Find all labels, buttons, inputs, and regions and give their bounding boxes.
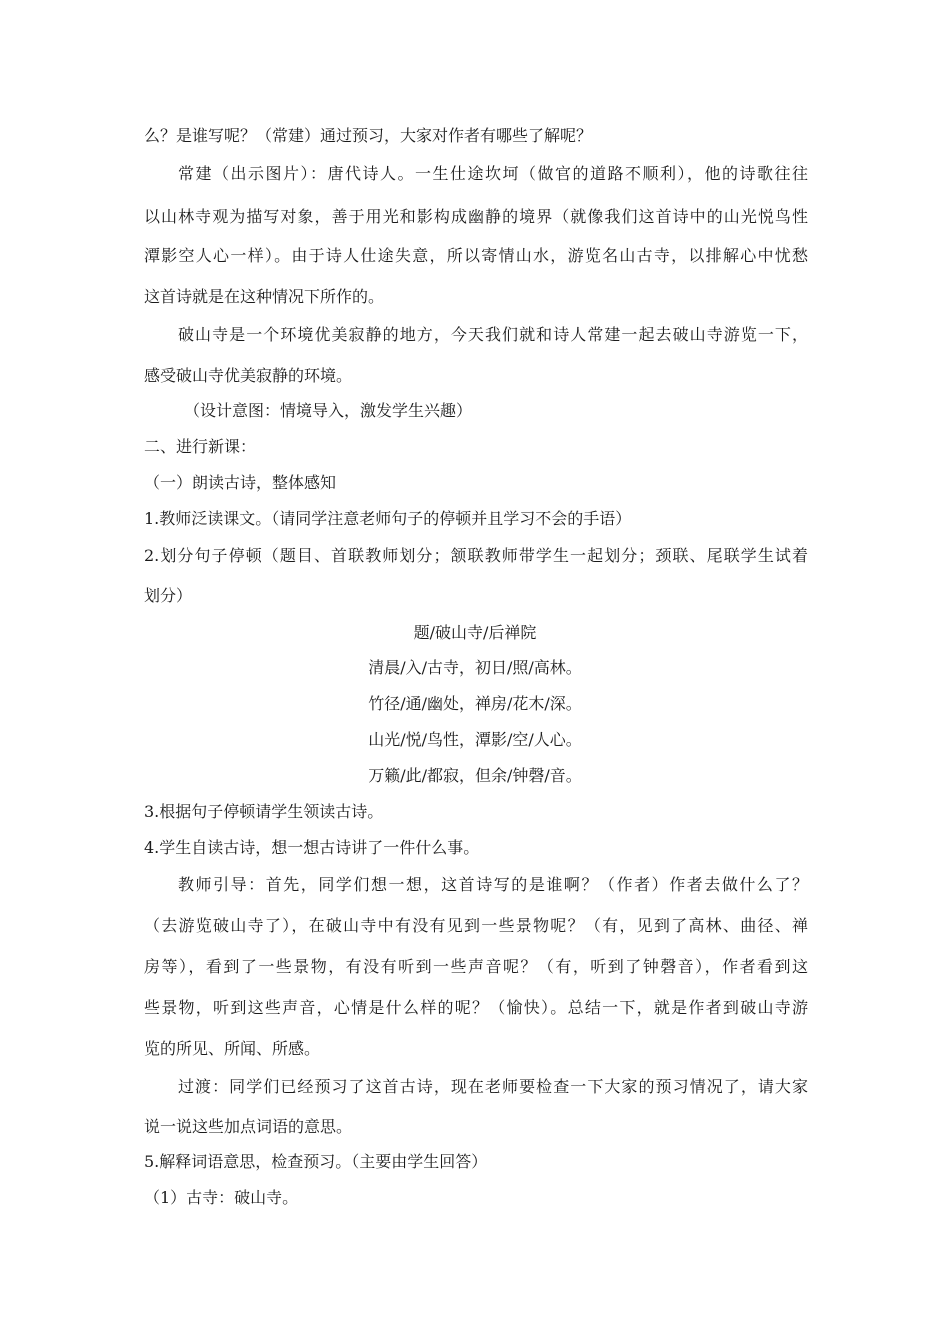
list-item: （1）古寺：破山寺。 — [144, 1188, 299, 1207]
paragraph-line: 些景物，听到这些声音，心情是什么样的呢？（愉快）。总结一下，就是作者到破山寺游 — [144, 998, 808, 1017]
paragraph-line: 说一说这些加点词语的意思。 — [144, 1117, 353, 1136]
poem-line: 山光/悦/鸟性，潭影/空/人心。 — [368, 730, 582, 749]
list-item: 4.学生自读古诗，想一想古诗讲了一件什么事。 — [144, 838, 480, 857]
paragraph-line: 破山寺是一个环境优美寂静的地方，今天我们就和诗人常建一起去破山寺游览一下， — [178, 325, 808, 344]
poem-line: 万籁/此/都寂，但余/钟磬/音。 — [368, 766, 582, 785]
list-item: 1.教师泛读课文。（请同学注意老师句子的停顿并且学习不会的手语） — [144, 509, 632, 528]
paragraph-line: 潭影空人心一样）。由于诗人仕途失意，所以寄情山水，游览名山古寺，以排解心中忧愁 — [144, 246, 808, 265]
poem-line: 清晨/入/古寺，初日/照/高林。 — [368, 658, 582, 677]
poem-title: 题/破山寺/后禅院 — [413, 623, 537, 642]
subsection-heading: （一）朗读古诗，整体感知 — [144, 473, 337, 492]
paragraph-line: 览的所见、所闻、所感。 — [144, 1039, 321, 1058]
paragraph-line: 以山林寺观为描写对象，善于用光和影构成幽静的境界（就像我们这首诗中的山光悦鸟性 — [144, 207, 808, 226]
paragraph-line: 过渡：同学们已经预习了这首古诗，现在老师要检查一下大家的预习情况了，请大家 — [178, 1077, 808, 1096]
design-intent-note: （设计意图：情境导入，激发学生兴趣） — [184, 401, 473, 420]
section-heading: 二、进行新课： — [144, 437, 257, 456]
list-item: 5.解释词语意思，检查预习。（主要由学生回答） — [144, 1152, 488, 1171]
paragraph-line: 感受破山寺优美寂静的环境。 — [144, 366, 353, 385]
poem-line: 竹径/通/幽处，禅房/花木/深。 — [368, 694, 582, 713]
paragraph-line: 这首诗就是在这种情况下所作的。 — [144, 287, 385, 306]
list-item: 3.根据句子停顿请学生领读古诗。 — [144, 802, 384, 821]
list-item: 2.划分句子停顿（题目、首联教师划分；颔联教师带学生一起划分；颈联、尾联学生试着 — [144, 546, 808, 565]
paragraph-line: 教师引导：首先，同学们想一想，这首诗写的是谁啊？（作者）作者去做什么了？ — [178, 875, 808, 894]
paragraph-line: 常建（出示图片）：唐代诗人。一生仕途坎坷（做官的道路不顺利），他的诗歌往往 — [178, 164, 808, 183]
paragraph-line: 房等），看到了一些景物，有没有听到一些声音呢？（有，听到了钟磬音），作者看到这 — [144, 957, 808, 976]
text-line: 么？是谁写呢？（常建）通过预习，大家对作者有哪些了解呢？ — [144, 126, 593, 145]
list-item-continuation: 划分） — [144, 586, 193, 605]
paragraph-line: （去游览破山寺了），在破山寺中有没有见到一些景物呢？（有，见到了高林、曲径、禅 — [144, 916, 808, 935]
